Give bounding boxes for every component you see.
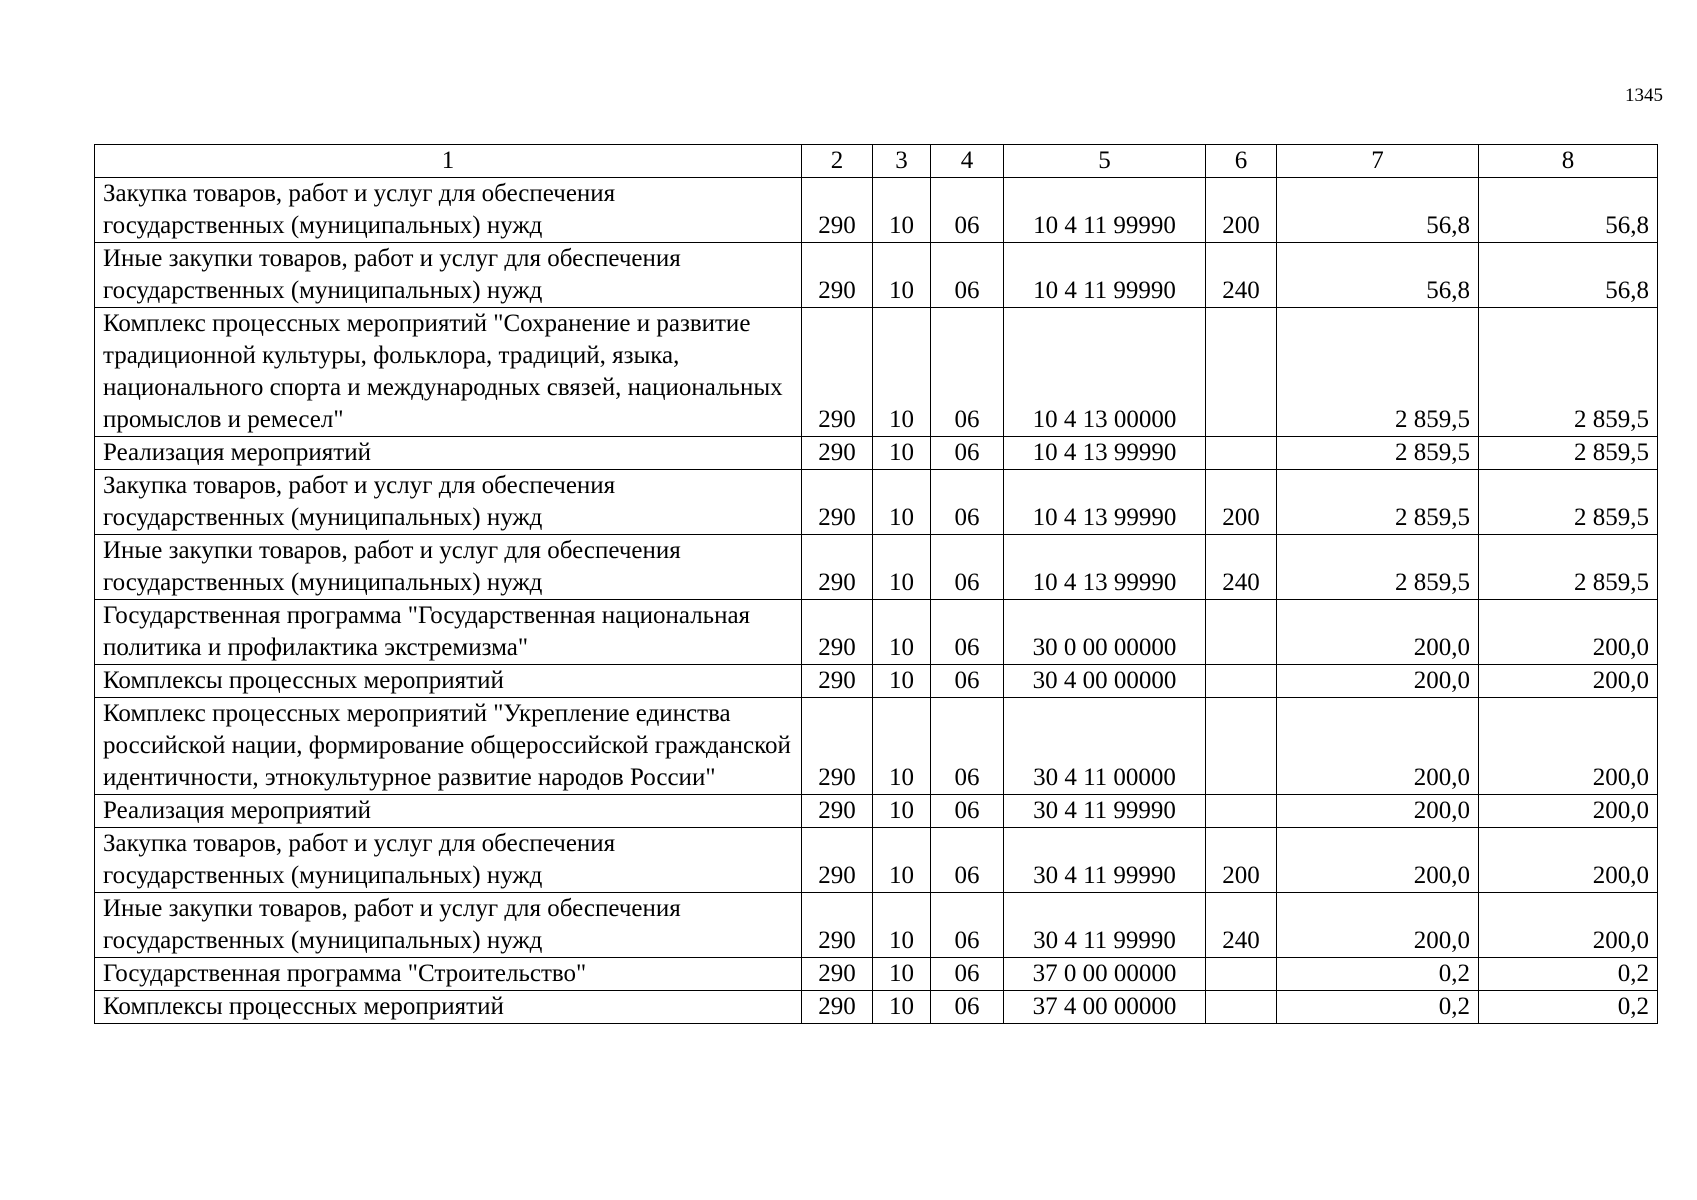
row-name: Реализация мероприятий xyxy=(95,437,802,470)
expense-type-code: 200 xyxy=(1206,828,1277,893)
amount-year-1: 2 859,5 xyxy=(1277,437,1479,470)
subsection-code: 06 xyxy=(931,178,1004,243)
column-header: 5 xyxy=(1004,145,1206,178)
table-row xyxy=(95,535,1658,600)
amount-year-2: 2 859,5 xyxy=(1479,470,1658,535)
subsection-code: 06 xyxy=(931,243,1004,308)
amount-year-1: 56,8 xyxy=(1277,243,1479,308)
amount-year-2: 0,2 xyxy=(1479,991,1658,1024)
section-code: 10 xyxy=(873,665,931,698)
amount-year-1: 200,0 xyxy=(1277,795,1479,828)
expense-type-code: 200 xyxy=(1206,470,1277,535)
section-code: 10 xyxy=(873,308,931,437)
row-name: Государственная программа "Строительство" xyxy=(95,958,802,991)
amount-year-1: 56,8 xyxy=(1277,178,1479,243)
row-name: Комплекс процессных мероприятий "Укрепление единства российской нации, формирование общероссийской гражданской идентичности, этнокультурное развитие народов России" xyxy=(95,698,802,795)
amount-year-1: 200,0 xyxy=(1277,893,1479,958)
table-body xyxy=(95,178,1658,1024)
amount-year-2: 0,2 xyxy=(1479,958,1658,991)
grbs-code: 290 xyxy=(802,893,873,958)
amount-year-1: 0,2 xyxy=(1277,991,1479,1024)
target-article-code: 10 4 13 00000 xyxy=(1004,308,1206,437)
section-code: 10 xyxy=(873,795,931,828)
expense-type-code xyxy=(1206,698,1277,795)
table-row xyxy=(95,308,1658,437)
amount-year-2: 200,0 xyxy=(1479,893,1658,958)
grbs-code: 290 xyxy=(802,698,873,795)
amount-year-1: 2 859,5 xyxy=(1277,308,1479,437)
amount-year-2: 56,8 xyxy=(1479,243,1658,308)
table-header xyxy=(95,145,1658,178)
section-code: 10 xyxy=(873,535,931,600)
table-row xyxy=(95,795,1658,828)
amount-year-2: 2 859,5 xyxy=(1479,308,1658,437)
expense-type-code xyxy=(1206,665,1277,698)
column-header: 6 xyxy=(1206,145,1277,178)
amount-year-2: 200,0 xyxy=(1479,600,1658,665)
grbs-code: 290 xyxy=(802,535,873,600)
amount-year-2: 2 859,5 xyxy=(1479,535,1658,600)
grbs-code: 290 xyxy=(802,600,873,665)
expense-type-code xyxy=(1206,795,1277,828)
section-code: 10 xyxy=(873,958,931,991)
subsection-code: 06 xyxy=(931,795,1004,828)
amount-year-2: 200,0 xyxy=(1479,828,1658,893)
expense-type-code: 240 xyxy=(1206,893,1277,958)
amount-year-1: 0,2 xyxy=(1277,958,1479,991)
subsection-code: 06 xyxy=(931,437,1004,470)
target-article-code: 30 4 11 99990 xyxy=(1004,828,1206,893)
section-code: 10 xyxy=(873,991,931,1024)
section-code: 10 xyxy=(873,437,931,470)
column-header: 7 xyxy=(1277,145,1479,178)
row-name: Реализация мероприятий xyxy=(95,795,802,828)
target-article-code: 10 4 11 99990 xyxy=(1004,178,1206,243)
column-header: 2 xyxy=(802,145,873,178)
amount-year-2: 200,0 xyxy=(1479,698,1658,795)
target-article-code: 30 4 11 00000 xyxy=(1004,698,1206,795)
target-article-code: 37 4 00 00000 xyxy=(1004,991,1206,1024)
subsection-code: 06 xyxy=(931,308,1004,437)
grbs-code: 290 xyxy=(802,243,873,308)
row-name: Комплексы процессных мероприятий xyxy=(95,991,802,1024)
amount-year-1: 2 859,5 xyxy=(1277,470,1479,535)
grbs-code: 290 xyxy=(802,178,873,243)
table-row xyxy=(95,243,1658,308)
grbs-code: 290 xyxy=(802,991,873,1024)
subsection-code: 06 xyxy=(931,698,1004,795)
header-row xyxy=(95,145,1658,178)
subsection-code: 06 xyxy=(931,828,1004,893)
table-row xyxy=(95,665,1658,698)
subsection-code: 06 xyxy=(931,470,1004,535)
target-article-code: 10 4 13 99990 xyxy=(1004,470,1206,535)
row-name: Закупка товаров, работ и услуг для обеспечения государственных (муниципальных) нужд xyxy=(95,828,802,893)
expense-type-code xyxy=(1206,991,1277,1024)
row-name: Иные закупки товаров, работ и услуг для обеспечения государственных (муниципальных) нужд xyxy=(95,535,802,600)
amount-year-1: 200,0 xyxy=(1277,600,1479,665)
table-row xyxy=(95,178,1658,243)
subsection-code: 06 xyxy=(931,893,1004,958)
amount-year-2: 2 859,5 xyxy=(1479,437,1658,470)
expense-type-code: 240 xyxy=(1206,243,1277,308)
table-row xyxy=(95,698,1658,795)
expense-type-code xyxy=(1206,958,1277,991)
row-name: Иные закупки товаров, работ и услуг для обеспечения государственных (муниципальных) нужд xyxy=(95,893,802,958)
section-code: 10 xyxy=(873,178,931,243)
grbs-code: 290 xyxy=(802,665,873,698)
table-row xyxy=(95,991,1658,1024)
table-row xyxy=(95,600,1658,665)
target-article-code: 30 4 11 99990 xyxy=(1004,893,1206,958)
grbs-code: 290 xyxy=(802,308,873,437)
subsection-code: 06 xyxy=(931,665,1004,698)
target-article-code: 10 4 11 99990 xyxy=(1004,243,1206,308)
section-code: 10 xyxy=(873,893,931,958)
grbs-code: 290 xyxy=(802,470,873,535)
subsection-code: 06 xyxy=(931,535,1004,600)
amount-year-2: 200,0 xyxy=(1479,795,1658,828)
table-row xyxy=(95,958,1658,991)
subsection-code: 06 xyxy=(931,600,1004,665)
target-article-code: 10 4 13 99990 xyxy=(1004,437,1206,470)
row-name: Государственная программа "Государственная национальная политика и профилактика экстремизма" xyxy=(95,600,802,665)
amount-year-2: 200,0 xyxy=(1479,665,1658,698)
amount-year-1: 200,0 xyxy=(1277,698,1479,795)
column-header: 3 xyxy=(873,145,931,178)
section-code: 10 xyxy=(873,470,931,535)
section-code: 10 xyxy=(873,243,931,308)
column-header: 4 xyxy=(931,145,1004,178)
table-row xyxy=(95,470,1658,535)
column-header: 8 xyxy=(1479,145,1658,178)
amount-year-1: 200,0 xyxy=(1277,665,1479,698)
expense-type-code: 240 xyxy=(1206,535,1277,600)
row-name: Закупка товаров, работ и услуг для обеспечения государственных (муниципальных) нужд xyxy=(95,470,802,535)
target-article-code: 30 4 00 00000 xyxy=(1004,665,1206,698)
page-number: 1345 xyxy=(1625,85,1663,106)
subsection-code: 06 xyxy=(931,991,1004,1024)
row-name: Иные закупки товаров, работ и услуг для обеспечения государственных (муниципальных) нужд xyxy=(95,243,802,308)
expense-type-code xyxy=(1206,308,1277,437)
section-code: 10 xyxy=(873,600,931,665)
expense-type-code: 200 xyxy=(1206,178,1277,243)
amount-year-1: 2 859,5 xyxy=(1277,535,1479,600)
grbs-code: 290 xyxy=(802,958,873,991)
subsection-code: 06 xyxy=(931,958,1004,991)
table-row xyxy=(95,893,1658,958)
section-code: 10 xyxy=(873,698,931,795)
section-code: 10 xyxy=(873,828,931,893)
target-article-code: 30 4 11 99990 xyxy=(1004,795,1206,828)
target-article-code: 37 0 00 00000 xyxy=(1004,958,1206,991)
target-article-code: 30 0 00 00000 xyxy=(1004,600,1206,665)
row-name: Закупка товаров, работ и услуг для обеспечения государственных (муниципальных) нужд xyxy=(95,178,802,243)
expense-type-code xyxy=(1206,437,1277,470)
grbs-code: 290 xyxy=(802,828,873,893)
grbs-code: 290 xyxy=(802,795,873,828)
column-header: 1 xyxy=(95,145,802,178)
budget-table xyxy=(94,144,1658,1024)
grbs-code: 290 xyxy=(802,437,873,470)
expense-type-code xyxy=(1206,600,1277,665)
amount-year-1: 200,0 xyxy=(1277,828,1479,893)
target-article-code: 10 4 13 99990 xyxy=(1004,535,1206,600)
row-name: Комплексы процессных мероприятий xyxy=(95,665,802,698)
table-row xyxy=(95,828,1658,893)
row-name: Комплекс процессных мероприятий "Сохранение и развитие традиционной культуры, фольклора, традиций, языка, национального спорта и международных связей, национальных промыслов и ремесел" xyxy=(95,308,802,437)
table-row xyxy=(95,437,1658,470)
amount-year-2: 56,8 xyxy=(1479,178,1658,243)
